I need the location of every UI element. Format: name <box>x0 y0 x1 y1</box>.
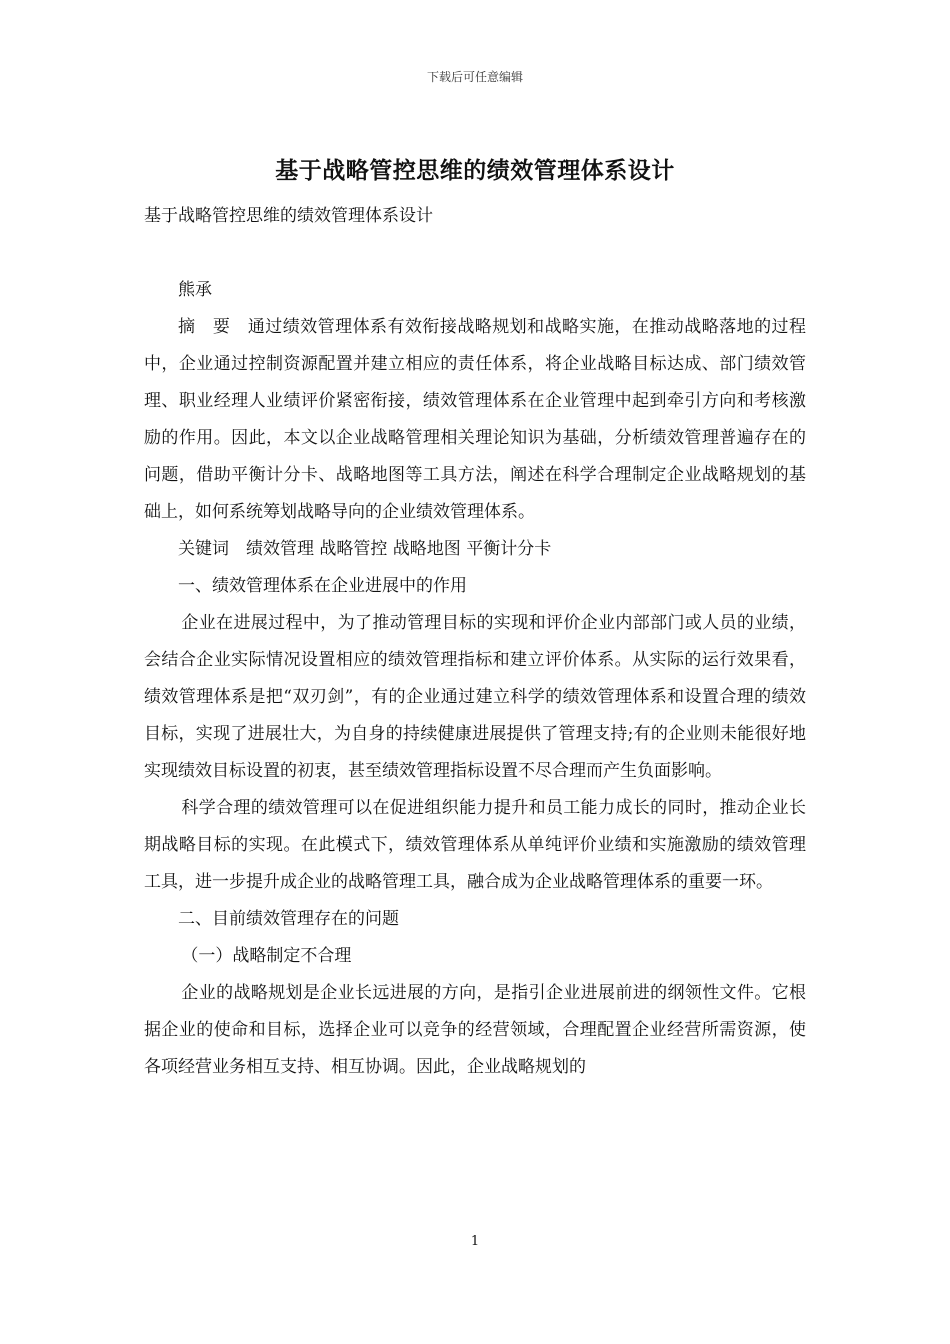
document-subtitle: 基于战略管控思维的绩效管理体系设计 <box>144 206 433 226</box>
page-number: 1 <box>470 1234 480 1249</box>
document-body <box>144 198 806 1086</box>
abstract-paragraph: 摘 要 通过绩效管理体系有效衔接战略规划和战略实施，在推动战略落地的过程中，企业通过控制资源配置并建立相应的责任体系，将企业战略目标达成、部门绩效管理、职业经理人业绩评价紧密衔接，绩效管理体系在企业管理中起到牵引方向和考核激励的作用。因此，本文以企业战略管理相关理论知识为基础，分析绩效管理普遍存在的问题，借助平衡计分卡、战略地图等工具方法，阐述在科学合理制定企业战略规划的基础上，如何系统筹划战略导向的企业绩效管理体系。 <box>144 317 806 522</box>
author-line: 熊承 <box>178 280 212 300</box>
document-title: 基于战略管控思维的绩效管理体系设计 <box>275 157 675 184</box>
section-heading-2: 二、目前绩效管理存在的问题 <box>178 909 399 929</box>
subsection-heading-1: （一）战略制定不合理 <box>181 946 352 966</box>
body-paragraph: 企业在进展过程中，为了推动管理目标的实现和评价企业内部部门或人员的业绩，会结合企业实际情况设置相应的绩效管理指标和建立评价体系。从实际的运行效果看，绩效管理体系是把“双刃剑”，有的企业通过建立科学的绩效管理体系和设置合理的绩效目标，实现了进展壮大，为自身的持续健康进展提供了管理支持;有的企业则未能很好地实现绩效目标设置的初衷，甚至绩效管理指标设置不尽合理而产生负面影响。 <box>144 613 806 781</box>
body-paragraph: 企业的战略规划是企业长远进展的方向，是指引企业进展前进的纲领性文件。它根据企业的使命和目标，选择企业可以竞争的经营领域，合理配置企业经营所需资源，使各项经营业务相互支持、相互协调。因此，企业战略规划的 <box>144 983 806 1077</box>
body-paragraph: 科学合理的绩效管理可以在促进组织能力提升和员工能力成长的同时，推动企业长期战略目标的实现。在此模式下，绩效管理体系从单纯评价业绩和实施激励的绩效管理工具，进一步提升成企业的战略管理工具，融合成为企业战略管理体系的重要一环。 <box>144 798 806 892</box>
spacer <box>144 235 806 272</box>
header-note: 下载后可任意编辑 <box>426 70 523 84</box>
keywords-line: 关键词 绩效管理 战略管控 战略地图 平衡计分卡 <box>178 539 552 559</box>
section-heading-1: 一、绩效管理体系在企业进展中的作用 <box>178 576 467 596</box>
